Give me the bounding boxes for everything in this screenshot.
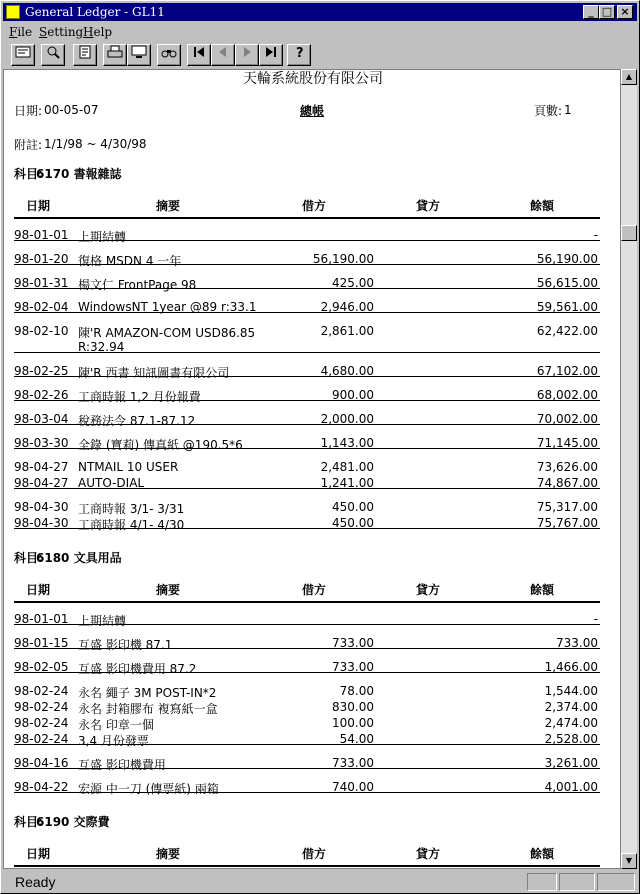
column-header-credit: 貸方 xyxy=(416,199,441,213)
report-title: 總帳 xyxy=(300,104,325,118)
column-header-credit: 貸方 xyxy=(416,847,441,861)
first-page-icon xyxy=(192,45,206,59)
menu-help[interactable]: Help xyxy=(83,25,113,39)
row-debit: 450.00 xyxy=(332,516,374,530)
screen-icon xyxy=(15,45,31,59)
row-date: 98-02-24 xyxy=(14,732,69,746)
row-description: 永名 封箱膠布 複寫紙一盒 xyxy=(78,702,218,716)
report-button[interactable] xyxy=(73,44,97,66)
row-date: 98-01-01 xyxy=(14,612,69,626)
row-debit: 450.00 xyxy=(332,500,374,514)
column-header-credit: 貸方 xyxy=(416,583,441,597)
row-description: 永名 印章一個 xyxy=(78,718,154,732)
row-date: 98-04-30 xyxy=(14,500,69,514)
row-separator xyxy=(14,648,600,649)
note-label: 附註: xyxy=(14,138,43,152)
row-debit: 2,946.00 xyxy=(320,300,374,314)
header-rule xyxy=(14,217,600,219)
row-balance: 70,002.00 xyxy=(536,412,598,426)
svg-text:?: ? xyxy=(296,46,304,59)
account-label: 科目: xyxy=(14,167,43,181)
row-description: 永名 繩子 3M POST-IN*2 xyxy=(78,686,217,700)
window-title: General Ledger - GL11 xyxy=(25,5,165,19)
menu-file[interactable]: File xyxy=(9,25,33,39)
row-debit: 830.00 xyxy=(332,700,374,714)
previous-page-button[interactable] xyxy=(211,44,235,66)
app-icon[interactable] xyxy=(6,5,20,19)
row-separator xyxy=(14,744,600,745)
row-description: NTMAIL 10 USER xyxy=(78,460,179,474)
binoculars-icon xyxy=(161,45,177,59)
account-heading: 6180 文具用品 xyxy=(36,551,122,565)
row-debit: 733.00 xyxy=(332,660,374,674)
row-description: R:32.94 xyxy=(78,340,125,354)
row-balance: 75,767.00 xyxy=(536,516,598,530)
row-debit: 900.00 xyxy=(332,388,374,402)
print-button[interactable] xyxy=(103,44,127,66)
column-header-balance: 餘額 xyxy=(530,847,555,861)
row-description: 工商時報 3/1- 3/31 xyxy=(78,502,185,516)
column-header-balance: 餘額 xyxy=(530,199,555,213)
row-description: WindowsNT 1year @89 r:33.1 xyxy=(78,300,257,314)
header-rule xyxy=(14,865,600,867)
row-separator xyxy=(14,352,600,353)
column-header-date: 日期 xyxy=(26,847,51,861)
row-balance: 68,002.00 xyxy=(536,388,598,402)
previous-page-icon xyxy=(216,45,230,59)
row-debit: 425.00 xyxy=(332,276,374,290)
row-date: 98-02-05 xyxy=(14,660,69,674)
column-header-desc: 摘要 xyxy=(156,583,181,597)
scroll-up-button[interactable]: ▲ xyxy=(621,69,637,85)
row-debit: 2,481.00 xyxy=(320,460,374,474)
row-separator xyxy=(14,400,600,401)
row-debit: 4,680.00 xyxy=(320,364,374,378)
date-label: 日期: xyxy=(14,104,43,118)
row-balance: - xyxy=(593,228,598,242)
row-description: 陳'R 西書 知訊圖書有限公司 xyxy=(78,366,230,380)
status-panel-3 xyxy=(597,873,635,891)
column-header-desc: 摘要 xyxy=(156,847,181,861)
row-date: 98-01-20 xyxy=(14,252,69,266)
next-page-icon xyxy=(240,45,254,59)
row-description: 互盛 影印機 87.1 xyxy=(78,638,173,652)
row-date: 98-01-15 xyxy=(14,636,69,650)
row-balance: 1,544.00 xyxy=(544,684,598,698)
row-balance: 2,474.00 xyxy=(544,716,598,730)
company-name: 天輪系統股份有限公司 xyxy=(243,71,383,87)
row-balance: 3,261.00 xyxy=(544,756,598,770)
find-button[interactable] xyxy=(157,44,181,66)
column-header-balance: 餘額 xyxy=(530,583,555,597)
row-date: 98-01-01 xyxy=(14,228,69,242)
report-view[interactable] xyxy=(3,69,621,869)
page-number: 1 xyxy=(564,103,572,117)
column-header-desc: 摘要 xyxy=(156,199,181,213)
row-debit: 1,241.00 xyxy=(320,476,374,490)
row-balance: 59,561.00 xyxy=(536,300,598,314)
note-value: 1/1/98 ~ 4/30/98 xyxy=(44,137,147,151)
column-header-date: 日期 xyxy=(26,199,51,213)
row-debit: 1,143.00 xyxy=(320,436,374,450)
row-separator xyxy=(14,288,600,289)
scroll-thumb[interactable] xyxy=(621,225,637,241)
row-separator xyxy=(14,792,600,793)
row-separator xyxy=(14,624,600,625)
row-debit: 740.00 xyxy=(332,780,374,794)
row-description: 工商時報 1,2 月份報費 xyxy=(78,390,201,404)
last-page-button[interactable] xyxy=(259,44,283,66)
row-description: 楊文仁 FrontPage 98 xyxy=(78,278,197,292)
column-header-date: 日期 xyxy=(26,583,51,597)
column-header-debit: 借方 xyxy=(302,847,327,861)
maximize-button[interactable]: □ xyxy=(599,5,615,19)
row-date: 98-04-16 xyxy=(14,756,69,770)
row-description: 上期結轉 xyxy=(78,230,127,244)
row-date: 98-03-30 xyxy=(14,436,69,450)
printer-icon xyxy=(107,45,123,59)
row-balance: 1,466.00 xyxy=(544,660,598,674)
row-date: 98-02-26 xyxy=(14,388,69,402)
row-date: 98-04-30 xyxy=(14,516,69,530)
row-separator xyxy=(14,528,600,529)
help-icon xyxy=(292,45,306,59)
row-date: 98-02-24 xyxy=(14,684,69,698)
row-description: 全錄 (寶莉) 傳真紙 @190.5*6 xyxy=(78,438,243,452)
row-separator xyxy=(14,488,600,489)
preview-button[interactable] xyxy=(127,44,151,66)
query-button[interactable] xyxy=(41,44,65,66)
column-header-debit: 借方 xyxy=(302,583,327,597)
row-debit: 56,190.00 xyxy=(312,252,374,266)
row-debit: 733.00 xyxy=(332,636,374,650)
row-description: 上期結轉 xyxy=(78,614,127,628)
row-balance: 73,626.00 xyxy=(536,460,598,474)
row-description: 3,4 月份發票 xyxy=(78,734,149,748)
row-description: 稅務法令 87.1-87.12 xyxy=(78,414,196,428)
row-separator xyxy=(14,264,600,265)
row-date: 98-01-31 xyxy=(14,276,69,290)
row-date: 98-03-04 xyxy=(14,412,69,426)
account-heading: 6170 書報雜誌 xyxy=(36,167,122,181)
row-separator xyxy=(14,448,600,449)
row-balance: 2,528.00 xyxy=(544,732,598,746)
row-debit: 100.00 xyxy=(332,716,374,730)
row-date: 98-02-24 xyxy=(14,716,69,730)
row-separator xyxy=(14,312,600,313)
row-balance: 71,145.00 xyxy=(536,436,598,450)
page-label: 頁數: xyxy=(534,104,563,118)
status-text: Ready xyxy=(15,874,56,890)
account-label: 科目: xyxy=(14,815,43,829)
row-separator xyxy=(14,376,600,377)
minimize-button[interactable]: _ xyxy=(583,5,599,19)
row-separator xyxy=(14,240,600,241)
query-icon xyxy=(45,45,61,59)
first-page-button[interactable] xyxy=(187,44,211,66)
menu-bar xyxy=(3,23,637,41)
help-button[interactable] xyxy=(287,44,311,66)
row-separator xyxy=(14,424,600,425)
status-bar xyxy=(3,871,637,893)
document-icon xyxy=(77,45,93,59)
row-debit: 54.00 xyxy=(339,732,374,746)
row-balance: 4,001.00 xyxy=(544,780,598,794)
title-bar[interactable] xyxy=(3,3,637,21)
row-date: 98-04-22 xyxy=(14,780,69,794)
row-balance: - xyxy=(593,612,598,626)
row-debit: 2,000.00 xyxy=(320,412,374,426)
row-date: 98-04-27 xyxy=(14,476,69,490)
row-balance: 2,374.00 xyxy=(544,700,598,714)
row-separator xyxy=(14,768,600,769)
account-heading: 6190 交際費 xyxy=(36,815,110,829)
row-debit: 2,861.00 xyxy=(320,324,374,338)
scroll-down-button[interactable]: ▼ xyxy=(621,853,637,869)
close-button[interactable]: × xyxy=(617,5,633,19)
monitor-icon xyxy=(131,45,147,59)
next-page-button[interactable] xyxy=(235,44,259,66)
row-description: AUTO-DIAL xyxy=(78,476,145,490)
row-description: 宏源 中一刀 (傳票紙) 兩箱 xyxy=(78,782,219,796)
column-header-debit: 借方 xyxy=(302,199,327,213)
row-balance: 74,867.00 xyxy=(536,476,598,490)
row-debit: 78.00 xyxy=(339,684,374,698)
account-label: 科目: xyxy=(14,551,43,565)
row-date: 98-04-27 xyxy=(14,460,69,474)
row-balance: 75,317.00 xyxy=(536,500,598,514)
screen-view-button[interactable] xyxy=(11,44,35,66)
status-panel-2 xyxy=(559,873,595,891)
last-page-icon xyxy=(264,45,278,59)
row-date: 98-02-24 xyxy=(14,700,69,714)
row-balance: 733.00 xyxy=(556,636,598,650)
row-description: 陳'R AMAZON-COM USD86.85 xyxy=(78,326,256,340)
status-panel-1 xyxy=(527,873,557,891)
row-debit: 733.00 xyxy=(332,756,374,770)
row-date: 98-02-10 xyxy=(14,324,69,338)
vertical-scrollbar[interactable] xyxy=(621,69,637,869)
row-balance: 56,190.00 xyxy=(536,252,598,266)
row-balance: 67,102.00 xyxy=(536,364,598,378)
menu-setting[interactable]: Setting xyxy=(39,25,84,39)
row-description: 互盛 影印機費用 xyxy=(78,758,166,772)
row-date: 98-02-25 xyxy=(14,364,69,378)
toolbar xyxy=(3,43,637,67)
row-description: 互盛 影印機費用 87.2 xyxy=(78,662,197,676)
row-separator xyxy=(14,672,600,673)
header-rule xyxy=(14,601,600,603)
row-description: 復格 MSDN 4 一年 xyxy=(78,254,182,268)
row-description: 工商時報 4/1- 4/30 xyxy=(78,518,185,532)
report-date: 00-05-07 xyxy=(44,103,99,117)
row-balance: 62,422.00 xyxy=(536,324,598,338)
row-date: 98-02-04 xyxy=(14,300,69,314)
row-balance: 56,615.00 xyxy=(536,276,598,290)
